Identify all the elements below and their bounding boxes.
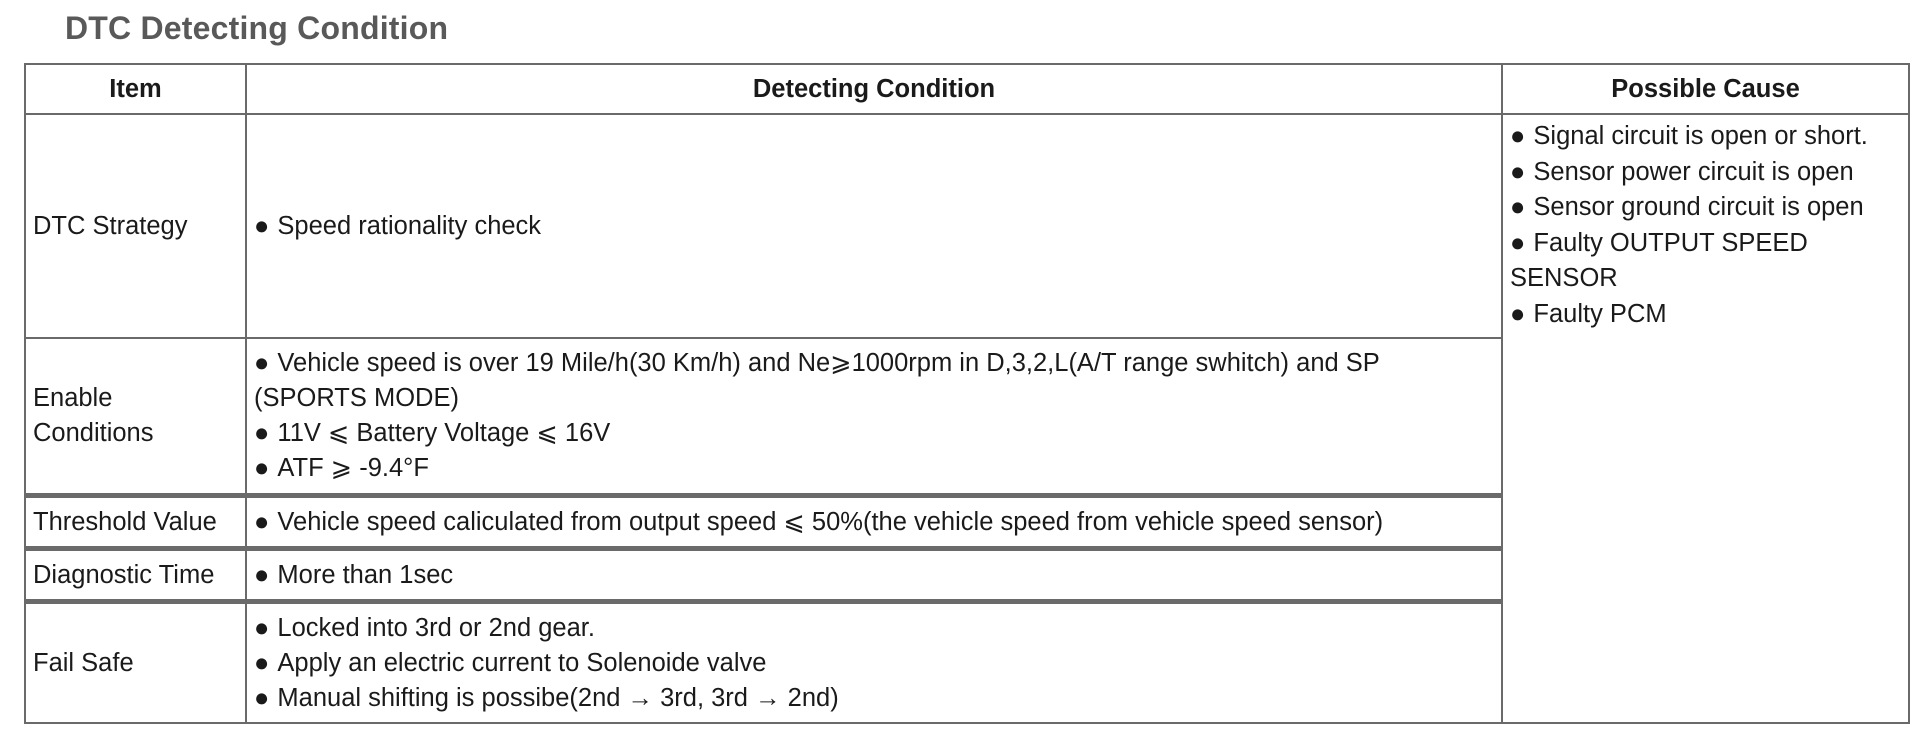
bullet-icon: ●	[254, 683, 270, 712]
cause-line: ● Sensor power circuit is open	[1510, 157, 1854, 186]
condition-line: ● 11V ⩽ Battery Voltage ⩽ 16V	[254, 419, 611, 447]
table-header-row	[25, 64, 1909, 114]
condition-line: ● Locked into 3rd or 2nd gear.	[254, 613, 595, 642]
condition-line: ● Apply an electric current to Solenoide valve	[254, 648, 767, 677]
condition-line: ● Manual shifting is possibe(2nd → 3rd, 3rd → 2nd)	[254, 683, 839, 712]
cause-line: ● Signal circuit is open or short.	[1510, 122, 1868, 150]
bullet-icon: ●	[254, 613, 270, 642]
header-item: Item	[25, 64, 246, 114]
cause-line: ● Sensor ground circuit is open	[1510, 193, 1864, 221]
bullet-icon: ●	[254, 507, 270, 536]
table-row-dtc-strategy	[25, 114, 1909, 338]
item-threshold-value: Threshold Value	[25, 496, 246, 549]
condition-line: ● ATF ⩾ -9.4°F	[254, 454, 429, 482]
cause-line: ● Faulty PCM	[1510, 299, 1667, 328]
header-detecting-condition: Detecting Condition	[246, 64, 1502, 114]
condition-enable-conditions	[246, 338, 1502, 496]
page-title: DTC Detecting Condition	[65, 10, 449, 46]
condition-line: ● More than 1sec	[254, 560, 454, 589]
dtc-table	[24, 63, 1910, 724]
bullet-icon: ●	[1510, 299, 1526, 328]
possible-cause-cell	[1502, 114, 1909, 723]
condition-fail-safe	[246, 602, 1502, 724]
bullet-icon: ●	[254, 454, 270, 482]
condition-diagnostic-time	[246, 549, 1502, 602]
header-possible-cause: Possible Cause	[1502, 64, 1909, 114]
item-enable-conditions: Enable Conditions	[25, 338, 246, 496]
bullet-icon: ●	[254, 648, 270, 677]
item-diagnostic-time: Diagnostic Time	[25, 549, 246, 602]
bullet-icon: ●	[254, 349, 270, 377]
bullet-icon: ●	[254, 419, 270, 447]
bullet-icon: ●	[1510, 228, 1526, 257]
condition-threshold-value	[246, 496, 1502, 549]
condition-line: ● Vehicle speed is over 19 Mile/h(30 Km/h) and Ne⩾1000rpm in D,3,2,L(A/T range swhitch) and SP	[254, 349, 1380, 377]
bullet-icon: ●	[254, 560, 270, 589]
bullet-icon: ●	[1510, 157, 1526, 186]
condition-dtc-strategy	[246, 114, 1502, 338]
condition-line: ● Vehicle speed caliculated from output speed ⩽ 50%(the vehicle speed from vehicle speed sensor)	[254, 507, 1384, 536]
bullet-icon: ●	[254, 211, 270, 240]
bullet-icon: ●	[1510, 122, 1526, 150]
item-fail-safe: Fail Safe	[25, 602, 246, 724]
bullet-icon: ●	[1510, 193, 1526, 221]
condition-line-continued: (SPORTS MODE)	[254, 384, 459, 412]
cause-line: ● Faulty OUTPUT SPEED SENSOR	[1510, 228, 1808, 292]
item-dtc-strategy: DTC Strategy	[25, 114, 246, 338]
condition-line: ● Speed rationality check	[254, 211, 542, 240]
